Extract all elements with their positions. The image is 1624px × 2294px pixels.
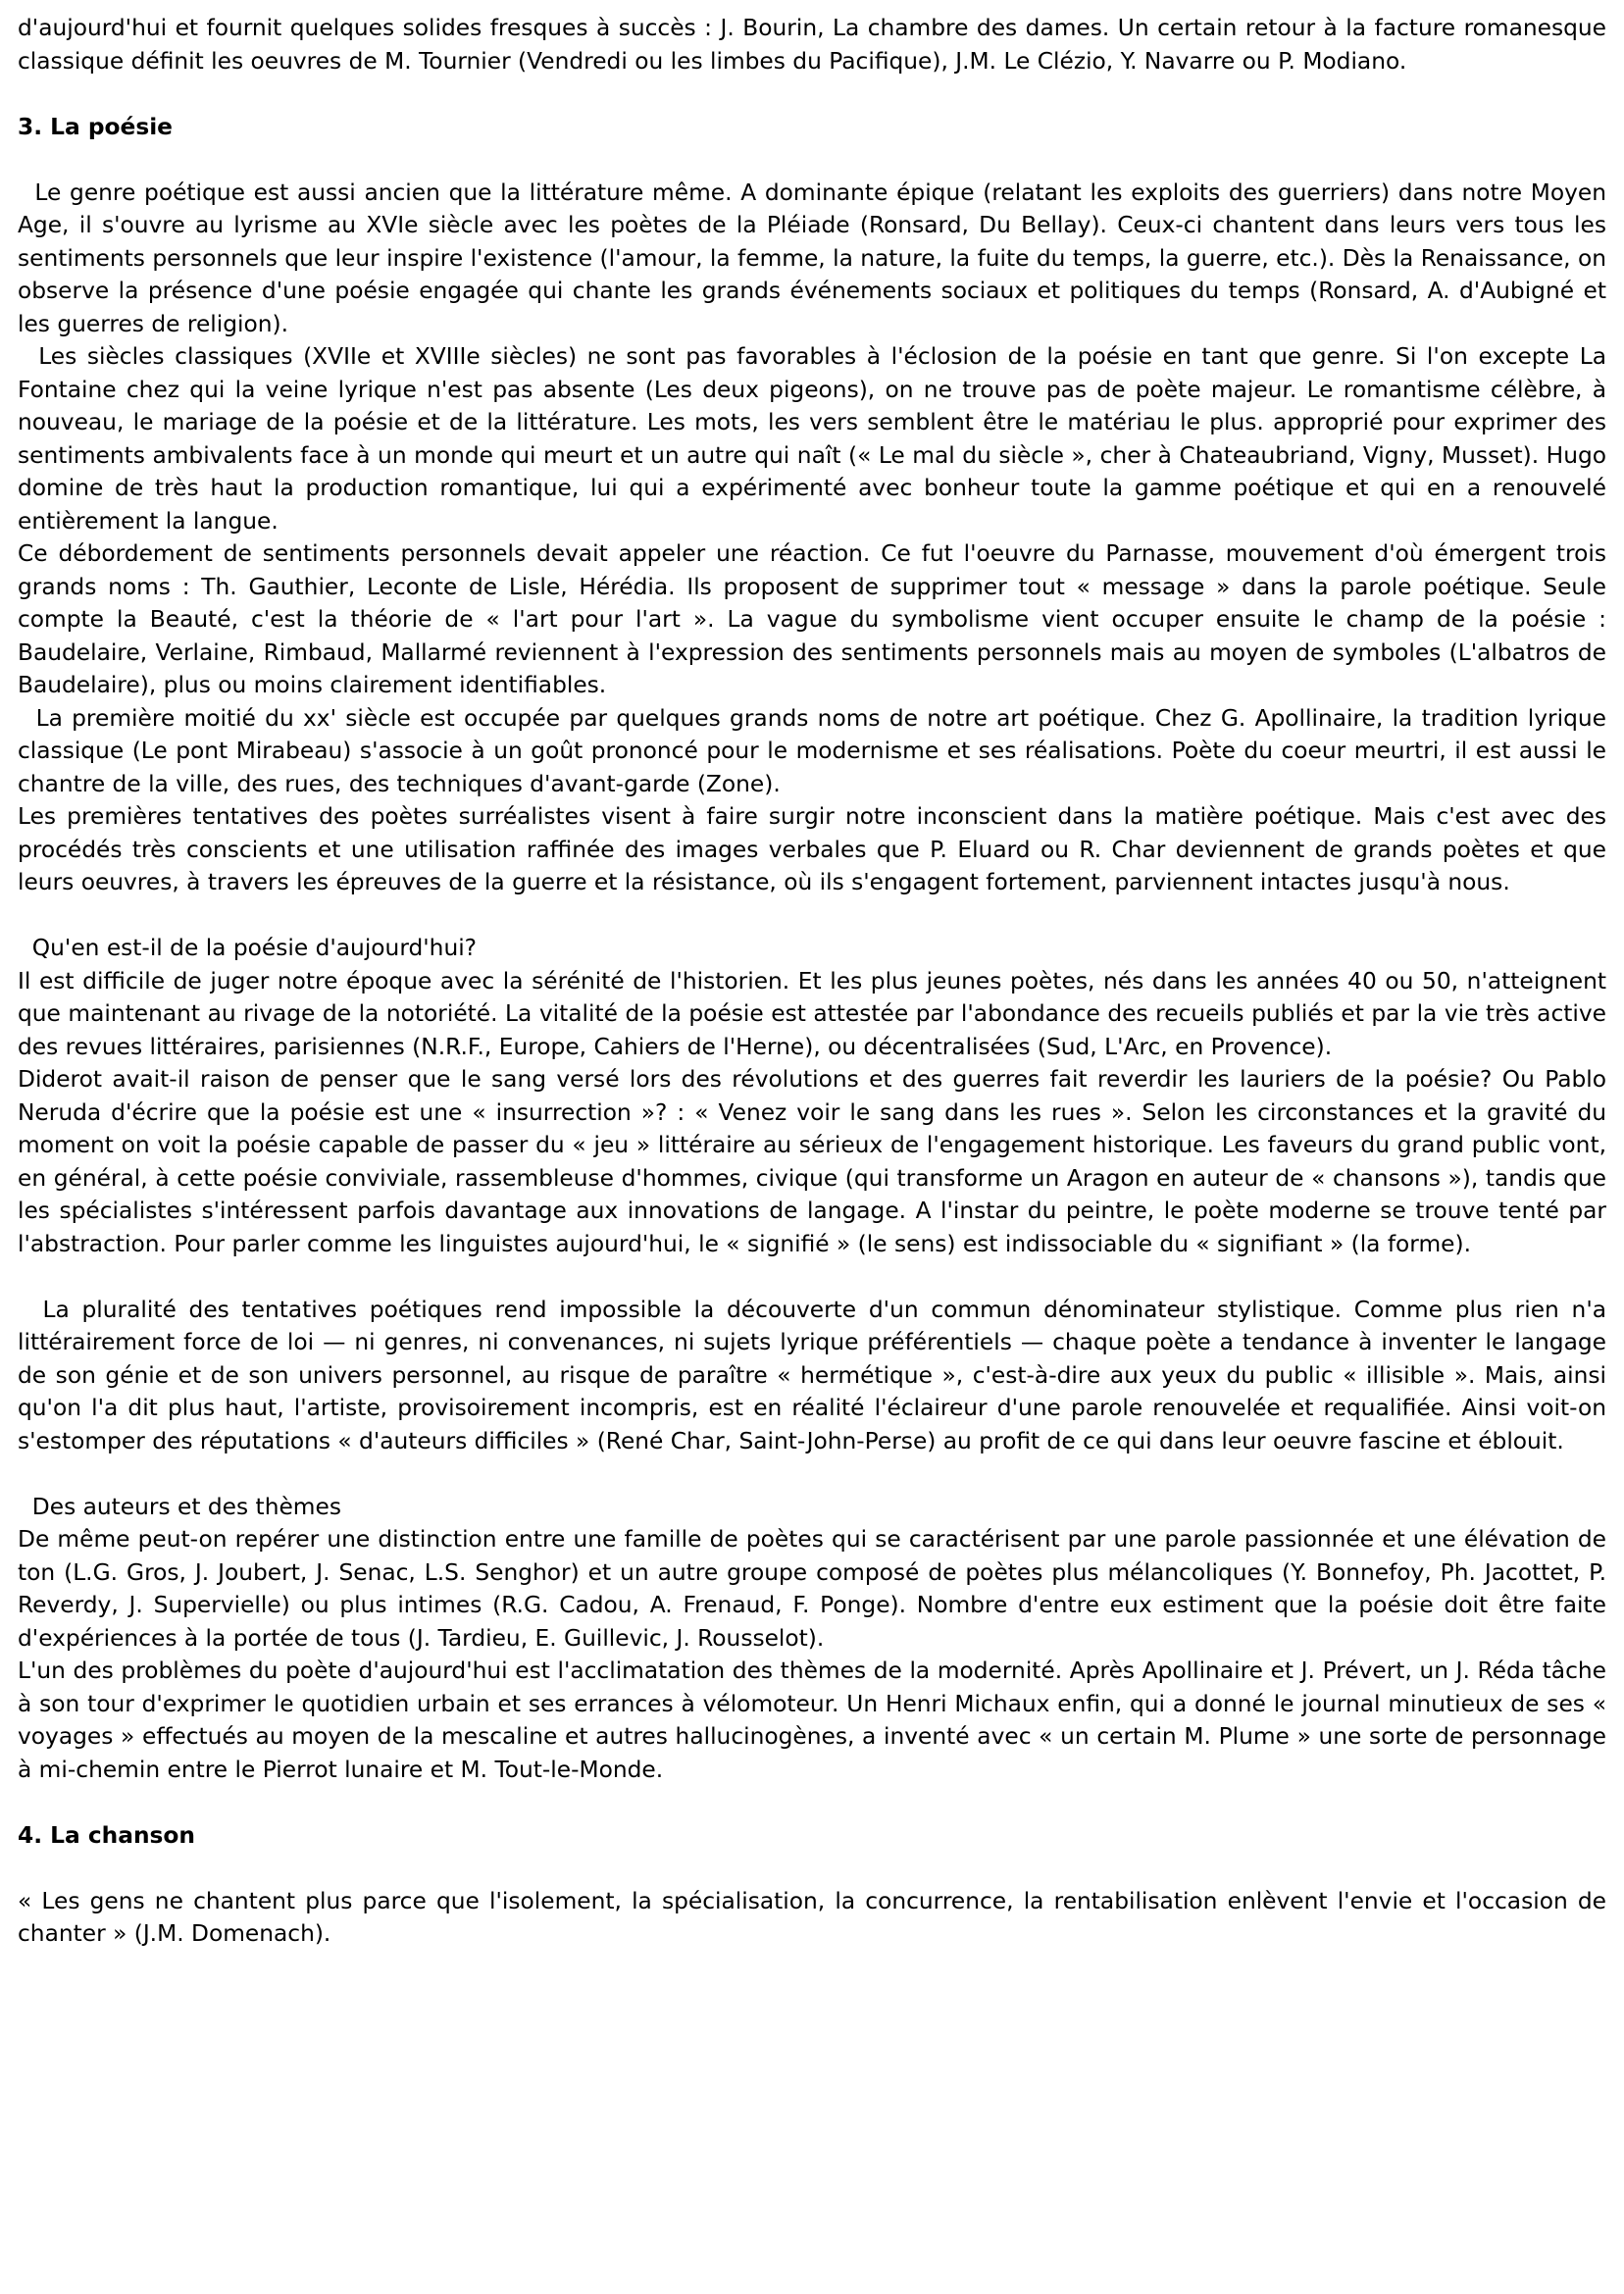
spacer — [18, 1786, 1606, 1819]
paragraph-genre-poetique: Le genre poétique est aussi ancien que la littérature même. A dominante épique (relatant les exploits des guerriers) dans notre Moyen Age, il s'ouvre au lyrisme au XVIe siècle avec les poètes de la Pléiade (Ronsard, Du Bellay). Ceux-ci chantent dans leurs vers tous les sentiments personnels que leur inspire l'existence (l'amour, la femme, la nature, la fuite du temps, la guerre, etc.). Dès la Renaissance, on observe la présence d'une poésie engagée qui chante les grands événements sociaux et politiques du temps (Ronsard, A. d'Aubigné et les guerres de religion). — [18, 178, 1606, 337]
document-page — [18, 12, 1606, 1951]
paragraph-modernite: L'un des problèmes du poète d'aujourd'hui est l'acclimatation des thèmes de la modernité. Après Apollinaire et J. Prévert, un J. Réda tâche à son tour d'exprimer le quotidien urbain et ses errances à vélomoteur. Un Henri Michaux enfin, qui a donné le journal minutieux de ses « voyages » effectués au moyen de la mescaline et autres hallucinogènes, a inventé avec « un certain M. Plume » une sorte de personnage à mi-chemin entre le Pierrot lunaire et M. Tout-le-Monde. — [18, 1657, 1606, 1783]
spacer — [18, 77, 1606, 111]
subheading-poesie-aujourdhui: Qu'en est-il de la poésie d'aujourd'hui? — [18, 935, 478, 961]
paragraph-domenach-quote: « Les gens ne chantent plus parce que l'isolement, la spécialisation, la concurrence, la rentabilisation enlèvent l'envie et l'occasion de chanter » (J.M. Domenach). — [18, 1887, 1606, 1947]
section-heading-chanson: 4. La chanson — [18, 1821, 196, 1849]
spacer — [18, 1260, 1606, 1294]
subheading-auteurs-themes: Des auteurs et des thèmes — [18, 1493, 341, 1520]
paragraph-parnasse: Ce débordement de sentiments personnels devait appeler une réaction. Ce fut l'oeuvre du Parnasse, mouvement d'où émergent trois grands noms : Th. Gauthier, Leconte de Lisle, Hérédia. Ils proposent de supprimer tout « message » dans la parole poétique. Seule compte la Beauté, c'est la théorie de « l'art pour l'art ». La vague du symbolisme vient occuper ensuite le champ de la poésie : Baudelaire, Verlaine, Rimbaud, Mallarmé reviennent à l'expression des sentiments personnels mais au moyen de symboles (L'albatros de Baudelaire), plus ou moins clairement identifiables. — [18, 540, 1606, 698]
paragraph-pluralite: La pluralité des tentatives poétiques rend impossible la découverte d'un commun dénominateur stylistique. Comme plus rien n'a littérairement force de loi — ni genres, ni convenances, ni sujets lyrique préférentiels — chaque poète a tendance à inventer le langage de son génie et de son univers personnel, au risque de paraître « hermétique », c'est-à-dire aux yeux du public « illisible ». Mais, ainsi qu'on l'a dit plus haut, l'artiste, provisoirement incompris, est en réalité l'éclaireur d'une parole renouvelée et requalifiée. Ainsi voit-on s'estomper des réputations « d'auteurs difficiles » (René Char, Saint-John-Perse) au profit de ce qui dans leur oeuvre fascine et éblouit. — [18, 1296, 1606, 1454]
spacer — [18, 1852, 1606, 1885]
spacer — [18, 1457, 1606, 1491]
paragraph-epoque: Il est difficile de juger notre époque avec la sérénité de l'historien. Et les plus jeunes poètes, nés dans les années 40 ou 50, n'atteignent que maintenant au rivage de la notoriété. La vitalité de la poésie est attestée par l'abondance des recueils publiés et par la vie très active des revues littéraires, parisiennes (N.R.F., Europe, Cahiers de l'Herne), ou décentralisées (Sud, L'Arc, en Provence). — [18, 967, 1606, 1060]
paragraph-xxe-siecle: La première moitié du xx' siècle est occupée par quelques grands noms de notre art poétique. Chez G. Apollinaire, la tradition lyrique classique (Le pont Mirabeau) s'associe à un goût prononcé pour le modernisme et ses réalisations. Poète du coeur meurtri, il est aussi le chantre de la ville, des rues, des techniques d'avant-garde (Zone). — [18, 704, 1606, 797]
paragraph-surrealistes: Les premières tentatives des poètes surréalistes visent à faire surgir notre inconscient dans la matière poétique. Mais c'est avec des procédés très conscients et une utilisation raffinée des images verbales que P. Eluard ou R. Char deviennent de grands poètes et que leurs oeuvres, à travers les épreuves de la guerre et la résistance, où ils s'engagent fortement, parviennent intactes jusqu'à nous. — [18, 803, 1606, 895]
section-heading-poesie: 3. La poésie — [18, 113, 173, 140]
paragraph-diderot: Diderot avait-il raison de penser que le sang versé lors des révolutions et des guerres fait reverdir les lauriers de la poésie? Ou Pablo Neruda d'écrire que la poésie est une « insurrection »? : « Venez voir le sang dans les rues ». Selon les circonstances et la gravité du moment on voit la poésie capable de passer du « jeu » littéraire au sérieux de l'engagement historique. Les faveurs du grand public vont, en général, à cette poésie conviviale, rassembleuse d'hommes, civique (qui transforme un Aragon en auteur de « chansons »), tandis que les spécialistes s'intéressent parfois davantage aux innovations de langage. A l'instar du peintre, le poète moderne se trouve tenté par l'abstraction. Pour parler comme les linguistes aujourd'hui, le « signifié » (le sens) est indissociable du « signifiant » (la forme). — [18, 1066, 1606, 1257]
paragraph-intro: d'aujourd'hui et fournit quelques solides fresques à succès : J. Bourin, La chambre des dames. Un certain retour à la facture romanesque classique définit les oeuvres de M. Tournier (Vendredi ou les limbes du Pacifique), J.M. Le Clézio, Y. Navarre ou P. Modiano. — [18, 15, 1606, 75]
paragraph-distinction: De même peut-on repérer une distinction entre une famille de poètes qui se caractérisent par une parole passionnée et une élévation de ton (L.G. Gros, J. Joubert, J. Senac, L.S. Senghor) et un autre groupe composé de poètes plus mélancoliques (Y. Bonnefoy, Ph. Jacottet, P. Reverdy, J. Supervielle) ou plus intimes (R.G. Cadou, A. Frenaud, F. Ponge). Nombre d'entre eux estiment que la poésie doit être faite d'expériences à la portée de tous (J. Tardieu, E. Guillevic, J. Rousselot). — [18, 1526, 1606, 1652]
spacer — [18, 143, 1606, 177]
spacer — [18, 899, 1606, 933]
paragraph-siecles-classiques: Les siècles classiques (XVIIe et XVIIIe siècles) ne sont pas favorables à l'éclosion de la poésie en tant que genre. Si l'on excepte La Fontaine chez qui la veine lyrique n'est pas absente (Les deux pigeons), on ne trouve pas de poète majeur. Le romantisme célèbre, à nouveau, le mariage de la poésie et de la littérature. Les mots, les vers semblent être le matériau le plus. approprié pour exprimer des sentiments ambivalents face à un monde qui meurt et un autre qui naît (« Le mal du siècle », cher à Chateaubriand, Vigny, Musset). Hugo domine de très haut la production romantique, lui qui a expérimenté avec bonheur toute la gamme poétique et qui en a renouvelé entièrement la langue. — [18, 343, 1606, 535]
